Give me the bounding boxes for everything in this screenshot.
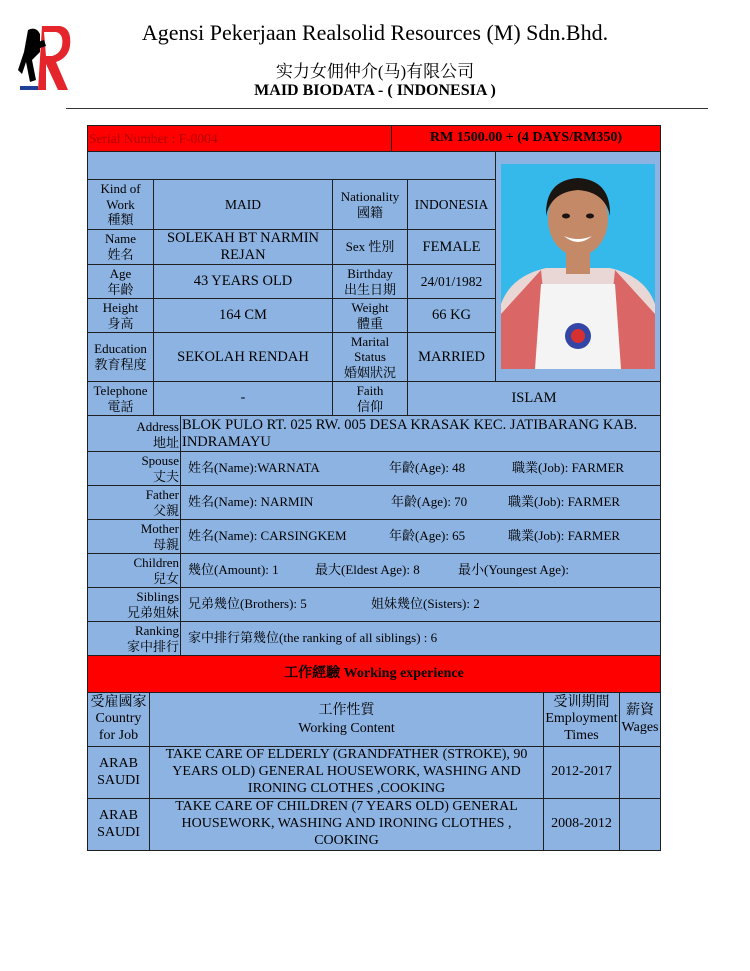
- company-name-chinese: 实力女佣仲介(马)有限公司: [275, 62, 475, 81]
- blank-row: [87, 151, 496, 180]
- marital-status-label: Marital Status 婚姻狀況: [332, 332, 408, 382]
- ranking-value: 家中排行第幾位(the ranking of all siblings) : 6: [180, 621, 661, 656]
- weight-label: Weight 體重: [332, 298, 408, 333]
- birthday-label: Birthday 出生日期: [332, 264, 408, 299]
- sex-value: FEMALE: [407, 229, 496, 265]
- children-eldest: 最大(Eldest Age): 8: [315, 562, 420, 578]
- spouse-age: 年齡(Age): 48: [389, 460, 466, 476]
- spouse-job: 職業(Job): FARMER: [512, 460, 625, 476]
- father-name: 姓名(Name): NARMIN: [188, 494, 314, 510]
- experience-row-1-country: ARAB SAUDI: [87, 746, 150, 799]
- name-label: Name 姓名: [87, 229, 154, 265]
- serial-number: Serial Number : F-0004: [87, 125, 392, 152]
- price-label: RM 1500.00 + (4 DAYS/RM350): [391, 125, 661, 152]
- address-value: BLOK PULO RT. 025 RW. 005 DESA KRASAK KEC. JATIBARANG KAB. INDRAMAYU: [180, 415, 661, 452]
- kind-of-work-value: MAID: [153, 179, 333, 230]
- company-name: Agensi Pekerjaan Realsolid Resources (M) Sdn.Bhd.: [141, 20, 609, 45]
- siblings-label: Siblings 兄弟姐妹: [87, 587, 181, 622]
- mother-name: 姓名(Name): CARSINGKEM: [188, 528, 347, 544]
- document-title: MAID BIODATA - ( INDONESIA ): [254, 82, 496, 99]
- nationality-value: INDONESIA: [407, 179, 496, 230]
- father-age: 年齡(Age): 70: [391, 494, 468, 510]
- marital-status-value: MARRIED: [407, 332, 496, 382]
- weight-value: 66 KG: [407, 298, 496, 333]
- maid-photo: [501, 164, 655, 369]
- height-label: Height 身高: [87, 298, 154, 333]
- father-job: 職業(Job): FARMER: [508, 494, 621, 510]
- children-label: Children 兒女: [87, 553, 181, 588]
- experience-row-2-country: ARAB SAUDI: [87, 798, 150, 851]
- age-value: 43 YEARS OLD: [153, 264, 333, 299]
- birthday-value: 24/01/1982: [407, 264, 496, 299]
- col-period-header: 受训期間 Employment Times: [543, 692, 620, 747]
- mother-label: Mother 母親: [87, 519, 181, 554]
- address-label: Address 地址: [87, 415, 181, 452]
- siblings-sisters: 姐妹幾位(Sisters): 2: [371, 596, 480, 612]
- telephone-label: Telephone 電話: [87, 381, 154, 416]
- ranking-label: Ranking 家中排行: [87, 621, 181, 656]
- children-amount: 幾位(Amount): 1: [188, 562, 279, 578]
- spouse-label: Spouse 丈夫: [87, 451, 181, 486]
- father-label: Father 父親: [87, 485, 181, 520]
- experience-row-2-period: 2008-2012: [543, 798, 620, 851]
- nationality-label: Nationality 國籍: [332, 179, 408, 230]
- faith-label: Faith 信仰: [332, 381, 408, 416]
- father-info: [180, 485, 661, 520]
- kind-of-work-label: Kind of Work 種類: [87, 179, 154, 230]
- header-divider: [66, 108, 708, 109]
- mother-info: [180, 519, 661, 554]
- siblings-info: [180, 587, 661, 622]
- telephone-value: -: [153, 381, 333, 416]
- mother-job: 職業(Job): FARMER: [508, 528, 621, 544]
- education-value: SEKOLAH RENDAH: [153, 332, 333, 382]
- children-info: [180, 553, 661, 588]
- faith-value: ISLAM: [407, 381, 661, 416]
- experience-section-title: 工作經驗 Working experience: [87, 655, 661, 693]
- education-label: Education 教育程度: [87, 332, 154, 382]
- age-label: Age 年齡: [87, 264, 154, 299]
- spouse-name: 姓名(Name):WARNATA: [188, 460, 320, 476]
- experience-row-2-wages: [619, 798, 661, 851]
- spouse-info: [180, 451, 661, 486]
- experience-row-1-period: 2012-2017: [543, 746, 620, 799]
- name-value: SOLEKAH BT NARMIN REJAN: [153, 229, 333, 265]
- col-wages-header: 薪資 Wages: [619, 692, 661, 747]
- height-value: 164 CM: [153, 298, 333, 333]
- experience-row-1-wages: [619, 746, 661, 799]
- siblings-brothers: 兄弟幾位(Brothers): 5: [188, 596, 307, 612]
- sex-label: Sex 性別: [332, 229, 408, 265]
- mother-age: 年齡(Age): 65: [389, 528, 466, 544]
- col-content-header: 工作性質 Working Content: [149, 692, 544, 747]
- children-youngest: 最小(Youngest Age):: [458, 562, 569, 578]
- experience-row-1-content: TAKE CARE OF ELDERLY (GRANDFATHER (STROKE), 90 YEARS OLD) GENERAL HOUSEWORK, WASHING AND IRONING CLOTHES ,COOKING: [149, 746, 544, 799]
- col-country-header: 受雇國家 Country for Job: [87, 692, 150, 747]
- experience-row-2-content: TAKE CARE OF CHILDREN (7 YEARS OLD) GENERAL HOUSEWORK, WASHING AND IRONING CLOTHES , COOKING: [149, 798, 544, 851]
